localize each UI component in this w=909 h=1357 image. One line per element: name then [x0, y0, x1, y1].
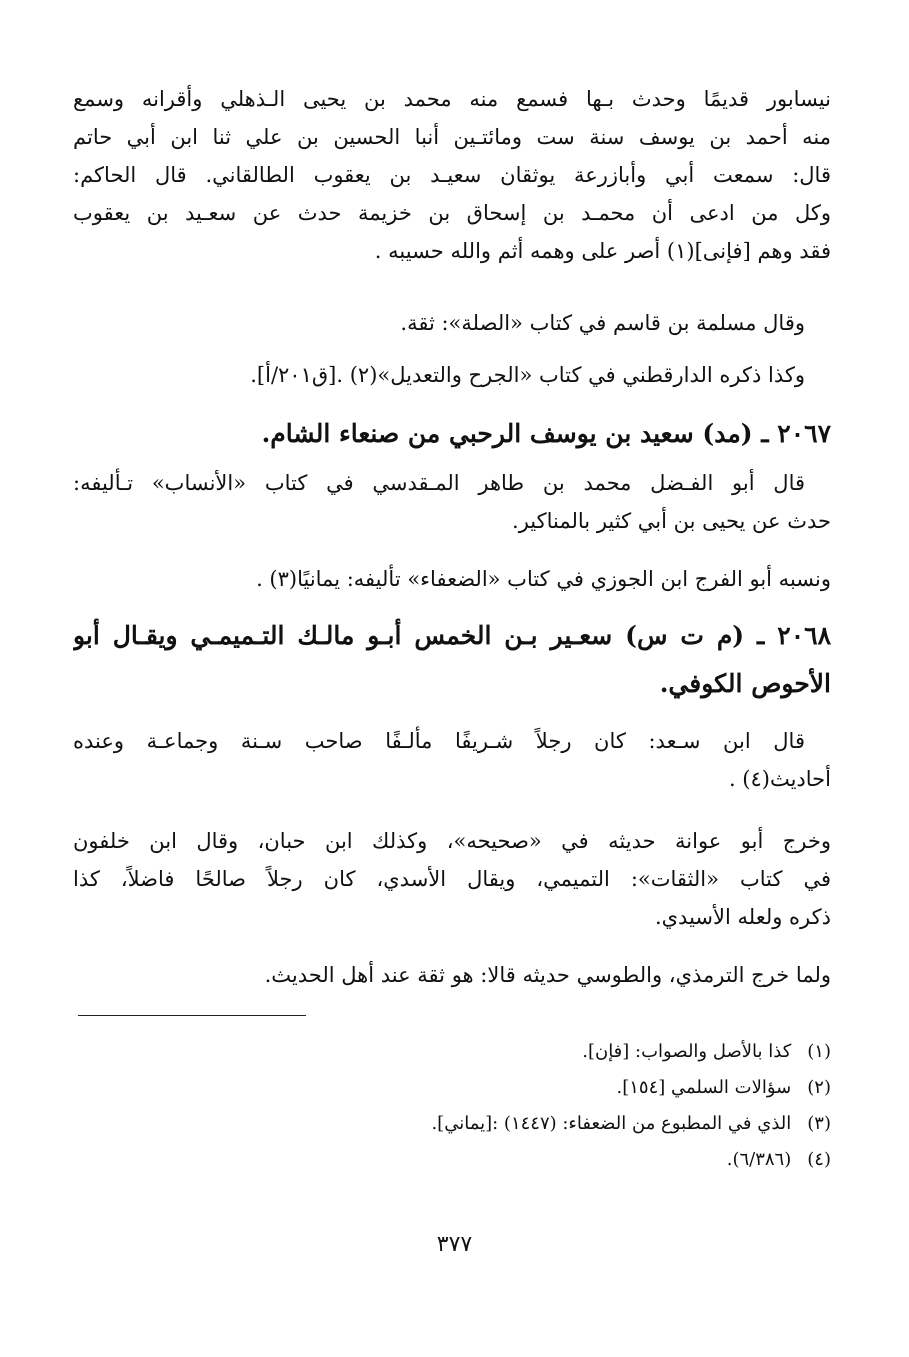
footnote-text: (٦/٣٨٦).	[726, 1149, 792, 1170]
text-line: أحاديث(٤) .	[728, 767, 831, 791]
entry-2068-para3	[73, 956, 831, 994]
footnote-number: (٤)	[807, 1149, 831, 1170]
footnote-number: (٢)	[807, 1077, 831, 1098]
daraqutni-paragraph	[73, 356, 831, 394]
entry-heading-line: الأحوص الكوفي.	[659, 669, 831, 698]
entry-2068-para1	[73, 722, 831, 798]
text-line: وخرج أبو عوانة حديثه في «صحيحه»، وكذلك ابن حبان، وقال ابن خلفون	[73, 829, 831, 853]
text-line: منه أحمد بن يوسف سنة ست ومائتـين أنبا الحسين بن علي ثنا ابن أبي حاتم	[73, 125, 831, 149]
footnote-1	[73, 1034, 831, 1070]
text-line: وكذا ذكره الدارقطني في كتاب «الجرح والتعديل»(٢) .[ق٢٠١/أ].	[250, 363, 805, 387]
entry-heading: ٢٠٦٧ ـ (مد) سعيد بن يوسف الرحبي من صنعاء الشام.	[261, 419, 831, 448]
footnote-4	[73, 1142, 831, 1178]
footnote-text: كذا بالأصل والصواب: [فإن].	[582, 1041, 792, 1062]
text-line: حدث عن يحيى بن أبي كثير بالمناكير.	[512, 509, 831, 533]
footnote-separator	[78, 1015, 306, 1016]
page-number: ٣٧٧	[436, 1232, 473, 1257]
text-line: قال ابن سـعد: كان رجلاً شـريفًا مألـفًا صاحب سـنة وجماعـة وعنده	[73, 729, 805, 753]
maslama-paragraph	[73, 304, 831, 342]
entry-heading-line: ٢٠٦٨ ـ (م ت س) سعـير بـن الخمس أبـو مالـك التـميمـي ويقـال أبو	[73, 621, 831, 650]
footnote-2	[73, 1070, 831, 1106]
text-line: نيسابور قديمًا وحدث بـها فسمع منه محمد بن يحيى الـذهلي وأقرانه وسمع	[73, 87, 831, 111]
entry-2068-heading	[73, 612, 831, 708]
footnote-number: (١)	[807, 1041, 831, 1062]
entry-2067-heading	[73, 410, 831, 458]
entry-2068-para2	[73, 822, 831, 936]
text-line: ذكره ولعله الأسيدي.	[654, 905, 831, 929]
footnote-text: الذي في المطبوع من الضعفاء: (١٤٤٧) :[يماني].	[431, 1113, 792, 1134]
text-line: ولما خرج الترمذي، والطوسي حديثه قالا: هو ثقة عند أهل الحديث.	[264, 963, 831, 987]
text-line: ونسبه أبو الفرج ابن الجوزي في كتاب «الضعفاء» تأليفه: يمانيًا(٣) .	[256, 567, 831, 591]
footnote-number: (٣)	[807, 1113, 831, 1134]
footnote-text: سؤالات السلمي [١٥٤].	[616, 1077, 792, 1098]
text-line: قال أبو الفـضل محمد بن طاهر المـقدسي في كتاب «الأنساب» تـأليفه:	[73, 471, 805, 495]
top-paragraph	[73, 80, 831, 270]
text-line: وقال مسلمة بن قاسم في كتاب «الصلة»: ثقة.	[400, 311, 805, 335]
text-line: وكل من ادعى أن محمـد بن إسحاق بن خزيمة حدث عن سعـيد بن يعقوب	[73, 201, 831, 225]
text-line: في كتاب «الثقات»: التميمي، ويقال الأسدي، كان رجلاً صالحًا فاضلاً، كذا	[73, 867, 831, 891]
text-line: قال: سمعت أبي وأبازرعة يوثقان سعيـد بن يعقوب الطالقاني. قال الحاكم:	[73, 163, 831, 187]
entry-2067-paragraph	[73, 464, 831, 540]
text-line: فقد وهم [فإنى](١) أصر على وهمه أثم والله حسيبه .	[374, 239, 831, 263]
entry-2067-line2	[73, 560, 831, 598]
footnote-3	[73, 1106, 831, 1142]
footnotes	[73, 1034, 831, 1178]
